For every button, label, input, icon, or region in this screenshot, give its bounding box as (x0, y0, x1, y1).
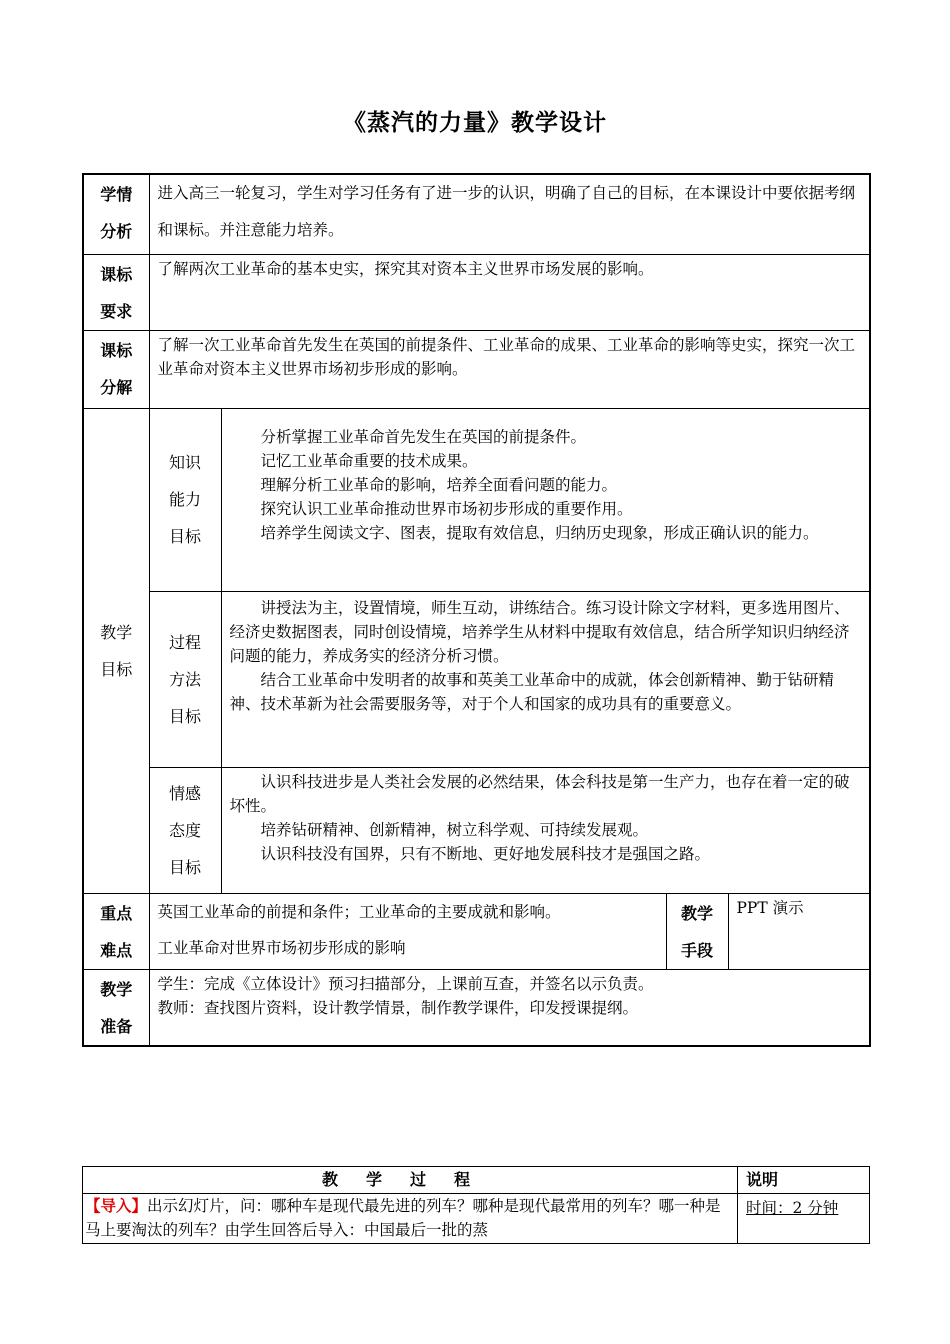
goal-paragraph: 培养钻研精神、创新精神，树立科学观、可持续发展观。 (260, 820, 649, 839)
page-title: 《蒸汽的力量》教学设计 (343, 110, 607, 136)
label-goal-knowledge (149, 408, 221, 591)
label-line: 目标 (168, 857, 201, 877)
label-curriculum-breakdown (83, 330, 149, 408)
note-cell (738, 1194, 870, 1244)
intro-text: 出示幻灯片，问：哪种车是现代最先进的列车？哪种是现代最常用的列车？哪一种是马上要淘汰的列车？由学生回答后导入：中国最后一批的蒸 (85, 1197, 721, 1239)
goal-paragraph: 讲授法为主，设置情境，师生互动，讲练结合。练习设计除文字材料，更多选用图片、经济史数据图表，同时创设情境，培养学生从材料中提取有效信息，结合所学知识归纳经济问题的能力，养成务实的经济分析习惯。 (229, 598, 850, 665)
intro-cell (83, 1194, 738, 1244)
label-key-points (83, 893, 149, 969)
goal-paragraph: 记忆工业革命重要的技术成果。 (260, 451, 478, 470)
teaching-means-value: PPT 演示 (728, 893, 870, 969)
process-header-row (83, 1167, 870, 1194)
header-note: 说明 (738, 1167, 870, 1194)
row-goal-knowledge (83, 408, 870, 591)
row-curriculum-breakdown (83, 330, 870, 408)
label-line: 教学 (100, 979, 133, 999)
goal-paragraph: 探究认识工业革命推动世界市场初步形成的重要作用。 (260, 499, 633, 518)
label-line: 方法 (168, 669, 201, 689)
label-line: 准备 (100, 1016, 133, 1036)
goal-emotion-text (221, 767, 870, 893)
preparation-line: 教师：查找图片资料，设计教学情景，制作教学课件，印发授课提纲。 (157, 998, 639, 1017)
label-line: 知识 (168, 453, 201, 472)
row-learning-analysis (83, 174, 870, 254)
label-preparation (83, 969, 149, 1046)
label-goal-emotion (149, 767, 221, 893)
row-goal-emotion (83, 767, 870, 893)
goal-knowledge-text (221, 408, 870, 591)
preparation-text (149, 969, 870, 1046)
goal-paragraph: 分析掌握工业革命首先发生在英国的前提条件。 (260, 427, 587, 446)
label-line: 教学 (680, 903, 713, 923)
label-line: 分解 (100, 377, 133, 397)
note-time: 时间：2 分钟 (746, 1199, 839, 1217)
label-line: 教学 (100, 622, 133, 642)
label-teaching-goals (83, 408, 149, 893)
label-curriculum-requirement (83, 254, 149, 330)
label-line: 难点 (100, 940, 133, 960)
key-points-text (149, 893, 666, 969)
intro-tag: 【导入】 (85, 1196, 148, 1215)
teaching-process-table (82, 1166, 870, 1244)
row-preparation (83, 969, 870, 1046)
key-point-line: 工业革命对世界市场初步形成的影响 (157, 938, 406, 957)
goal-paragraph: 理解分析工业革命的影响，培养全面看问题的能力。 (260, 475, 618, 494)
goal-paragraph: 培养学生阅读文字、图表，提取有效信息，归纳历史现象，形成正确认识的能力。 (260, 523, 819, 542)
label-line: 情感 (168, 783, 201, 803)
row-key-points (83, 893, 870, 969)
goal-process-text (221, 591, 870, 767)
label-line: 分析 (100, 222, 133, 241)
goal-paragraph: 结合工业革命中发明者的故事和英美工业革命中的成就，体会创新精神、勤于钻研精神、技术革新为社会需要服务等，对于个人和国家的成功具有的重要意义。 (229, 670, 835, 713)
preparation-line: 学生：完成《立体设计》预习扫描部分，上课前互查，并签名以示负责。 (157, 974, 654, 993)
lesson-plan-table (82, 173, 871, 1047)
label-line: 目标 (100, 659, 133, 679)
learning-analysis-text: 进入高三一轮复习，学生对学习任务有了进一步的认识，明确了自己的目标，在本课设计中要依据考纲和课标。并注意能力培养。 (149, 174, 870, 254)
label-goal-process (149, 591, 221, 767)
label-line: 重点 (100, 903, 133, 923)
label-learning-analysis (83, 174, 149, 254)
label-line: 课标 (100, 340, 133, 360)
goal-paragraph: 认识科技没有国界，只有不断地、更好地发展科技才是强国之路。 (260, 844, 711, 863)
label-line: 态度 (168, 820, 201, 840)
row-goal-process (83, 591, 870, 767)
process-intro-row (83, 1194, 870, 1244)
label-line: 过程 (168, 632, 201, 652)
goal-paragraph: 认识科技进步是人类社会发展的必然结果，体会科技是第一生产力，也存在着一定的破坏性。 (229, 772, 850, 815)
label-line: 要求 (100, 301, 133, 321)
label-line: 课标 (100, 264, 133, 284)
label-line: 手段 (680, 940, 713, 960)
header-teaching-process: 教学过程 (83, 1167, 738, 1194)
row-curriculum-requirement (83, 254, 870, 330)
label-teaching-means (666, 893, 728, 969)
curriculum-breakdown-text: 了解一次工业革命首先发生在英国的前提条件、工业革命的成果、工业革命的影响等史实，探究一次工业革命对资本主义世界市场初步形成的影响。 (149, 330, 870, 408)
label-line: 能力 (168, 490, 201, 509)
label-line: 目标 (168, 527, 201, 546)
label-line: 目标 (168, 706, 201, 726)
label-line: 学情 (100, 185, 133, 204)
curriculum-requirement-text: 了解两次工业革命的基本史实，探究其对资本主义世界市场发展的影响。 (149, 254, 870, 330)
key-point-line: 英国工业革命的前提和条件；工业革命的主要成就和影响。 (157, 902, 561, 921)
